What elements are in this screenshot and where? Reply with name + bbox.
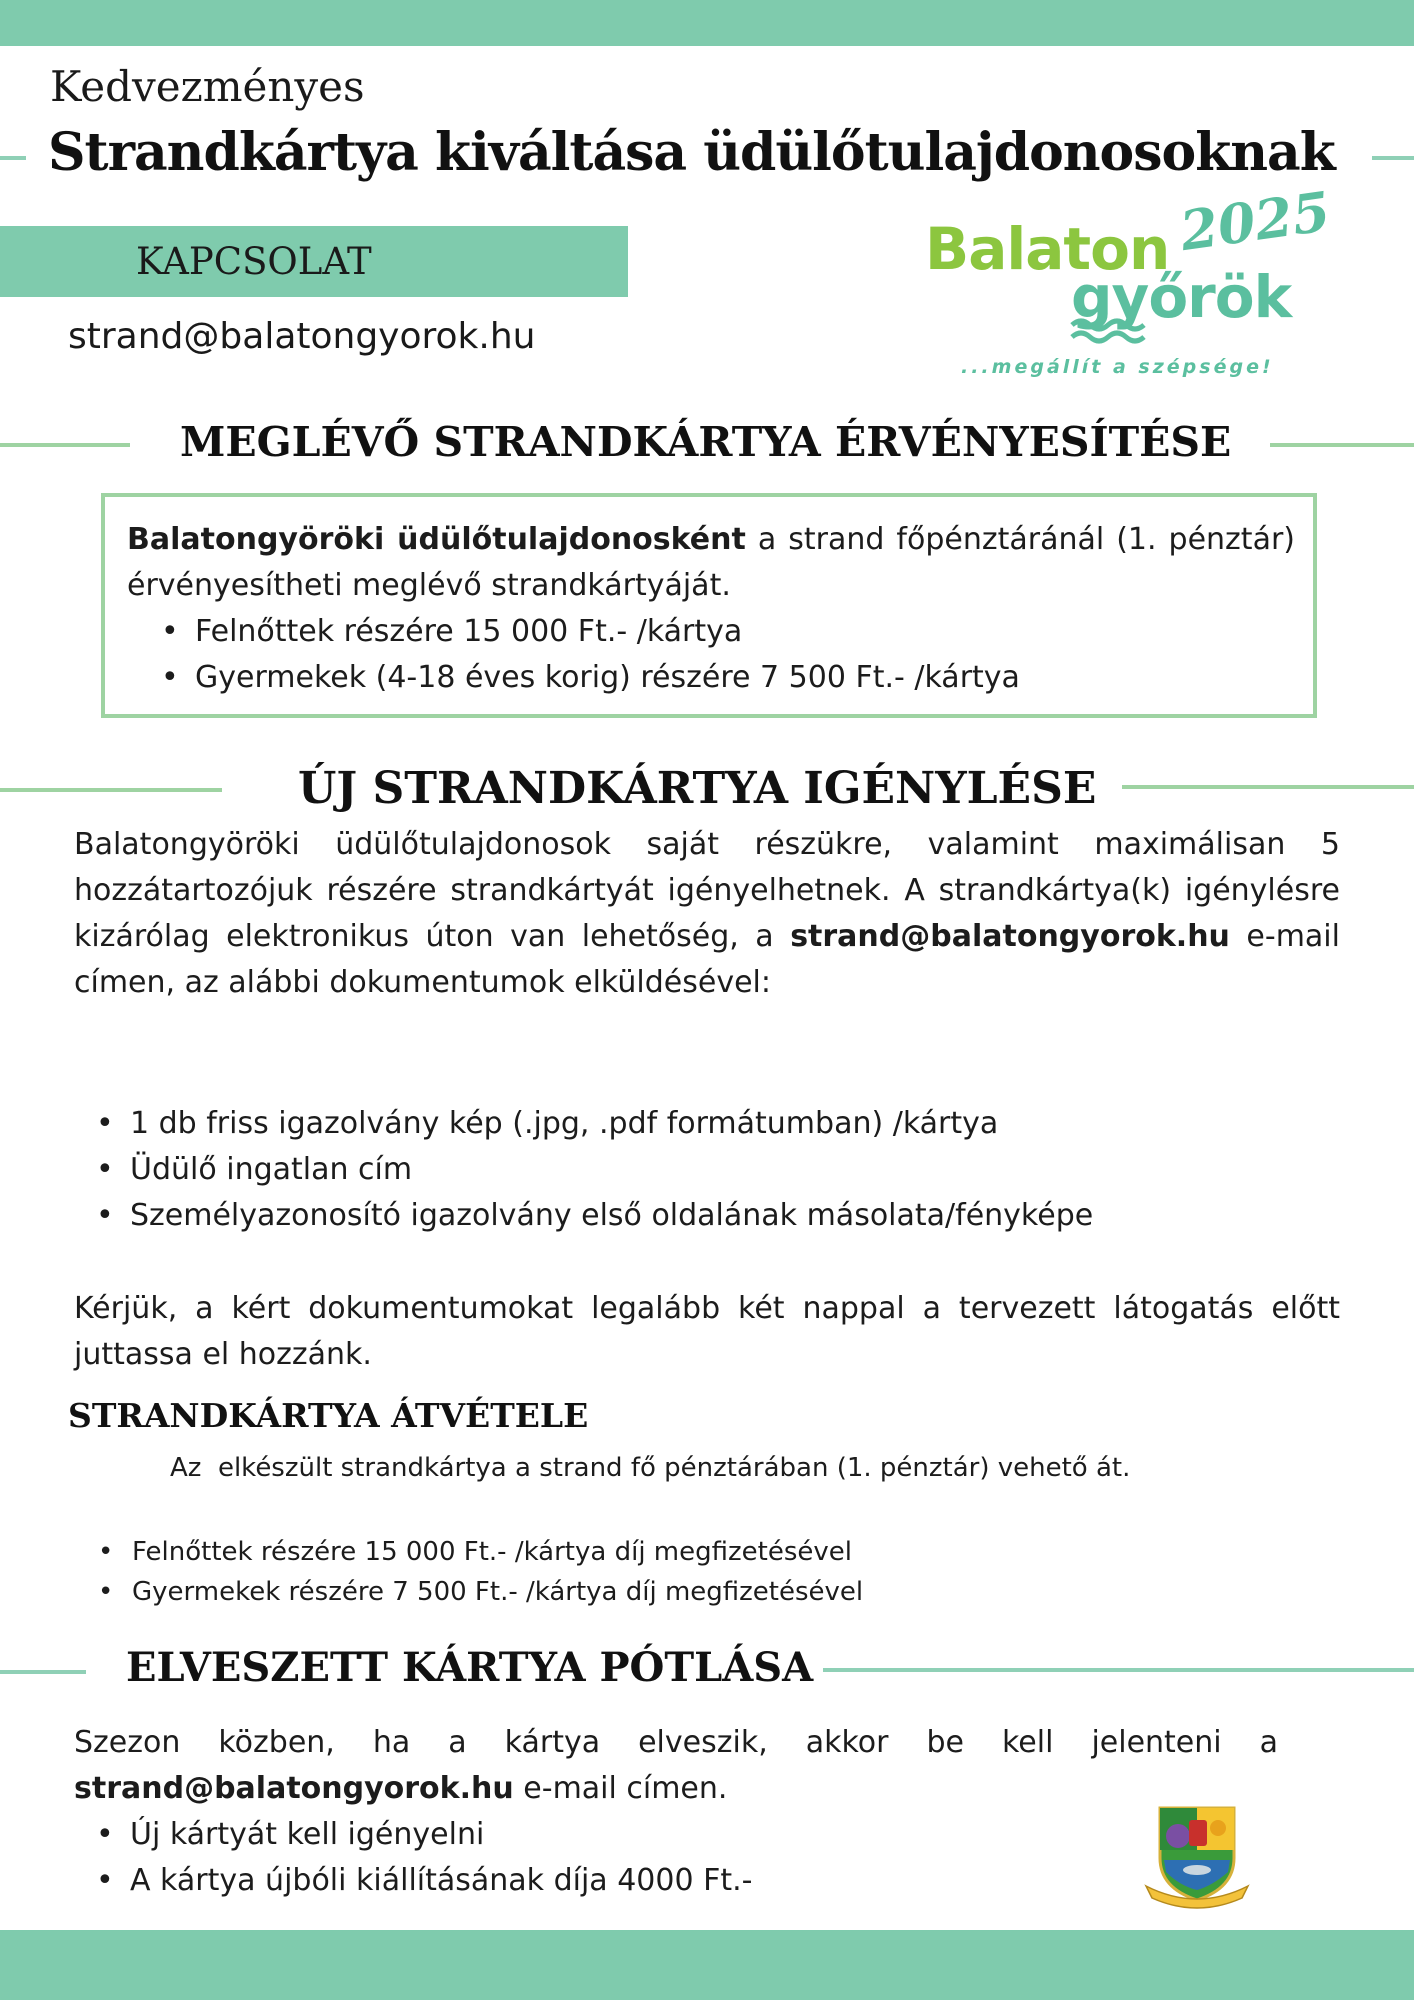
contact-label: KAPCSOLAT	[136, 240, 372, 283]
new-paragraph-email[interactable]: strand@balatongyorok.hu	[790, 919, 1230, 954]
list-item: • Üdülő ingatlan cím	[130, 1147, 1093, 1193]
balatongyorok-logo	[925, 178, 1335, 385]
logo-word-gyorok: győrök	[1071, 263, 1292, 331]
list-item: • Gyermekek részére 7 500 Ft.- /kártya díj megfizetésével	[132, 1572, 863, 1612]
validate-left-rule	[0, 443, 130, 447]
pickup-heading: STRANDKÁRTYA ÁTVÉTELE	[68, 1396, 589, 1435]
lost-paragraph	[74, 1720, 1278, 1812]
validate-intro	[127, 517, 1295, 609]
validate-intro-rest: a strand főpénztáránál (1. pénztár) érvényesítheti meglévő strandkártyáját.	[127, 522, 1295, 603]
list-item: • Személyazonosító igazolvány első oldalának másolata/fényképe	[130, 1193, 1093, 1239]
pickup-text: Az elkészült strandkártya a strand fő pénztárában (1. pénztár) vehető át.	[170, 1453, 1131, 1483]
list-item: • Új kártyát kell igényelni	[130, 1812, 752, 1858]
title-overline: Kedvezményes	[50, 62, 365, 111]
top-band	[0, 0, 1414, 46]
logo-word-balaton: Balaton	[925, 215, 1170, 283]
logo-waves-icon	[1070, 317, 1150, 347]
list-item: • Gyermekek (4-18 éves korig) részére 7 500 Ft.- /kártya	[195, 655, 1020, 701]
new-heading: ÚJ STRANDKÁRTYA IGÉNYLÉSE	[298, 763, 1097, 814]
new-left-rule	[0, 788, 222, 792]
bottom-band	[0, 1930, 1414, 2000]
coat-of-arms-icon	[1142, 1800, 1252, 1910]
new-paragraph-start: Balatongyöröki üdülőtulajdonosok saját részükre, valamint maximálisan 5 hozzátartozójuk részére strandkártyát igényelhetnek. A strandkártya(k) igénylésre kizárólag elektronikus úton van lehetőség, a	[74, 827, 1340, 954]
list-item: • 1 db friss igazolvány kép (.jpg, .pdf formátumban) /kártya	[130, 1101, 1093, 1147]
page-title: Strandkártya kiváltása üdülőtulajdonosoknak	[48, 122, 1335, 183]
lost-paragraph-start: Szezon közben, ha a kártya elveszik, akkor be kell jelenteni a	[74, 1725, 1278, 1760]
validate-list	[195, 609, 1020, 701]
new-paragraph	[74, 822, 1340, 1006]
logo-tagline: ...megállít a szépsége!	[961, 356, 1274, 378]
validate-box	[101, 493, 1317, 718]
new-paragraph-end: e-mail címen, az alábbi dokumentumok elküldésével:	[74, 919, 1340, 1000]
contact-label-box	[0, 226, 628, 297]
title-right-rule	[1372, 156, 1414, 160]
lost-heading: ELVESZETT KÁRTYA PÓTLÁSA	[126, 1644, 814, 1691]
validate-heading: MEGLÉVŐ STRANDKÁRTYA ÉRVÉNYESÍTÉSE	[180, 418, 1232, 466]
list-item: • Felnőttek részére 15 000 Ft.- /kártya díj megfizetésével	[132, 1532, 863, 1572]
lost-left-rule	[0, 1670, 86, 1674]
lost-list	[130, 1812, 752, 1904]
validate-intro-bold: Balatongyöröki üdülőtulajdonosként	[127, 522, 746, 557]
new-note: Kérjük, a kért dokumentumokat legalább két nappal a tervezett látogatás előtt juttassa el hozzánk.	[74, 1291, 1340, 1372]
list-item: • Felnőttek részére 15 000 Ft.- /kártya	[195, 609, 1020, 655]
validate-right-rule	[1270, 443, 1414, 447]
lost-paragraph-end: e-mail címen.	[523, 1771, 728, 1806]
lost-paragraph-email[interactable]: strand@balatongyorok.hu	[74, 1771, 514, 1806]
title-left-rule	[0, 156, 26, 160]
new-docs-list	[130, 1101, 1093, 1239]
contact-email[interactable]: strand@balatongyorok.hu	[68, 316, 536, 357]
lost-right-rule	[823, 1668, 1414, 1672]
list-item: • A kártya újbóli kiállításának díja 4000 Ft.-	[130, 1858, 752, 1904]
logo-year: 2025	[1176, 178, 1335, 264]
pickup-list	[132, 1532, 863, 1612]
new-right-rule	[1122, 785, 1414, 789]
